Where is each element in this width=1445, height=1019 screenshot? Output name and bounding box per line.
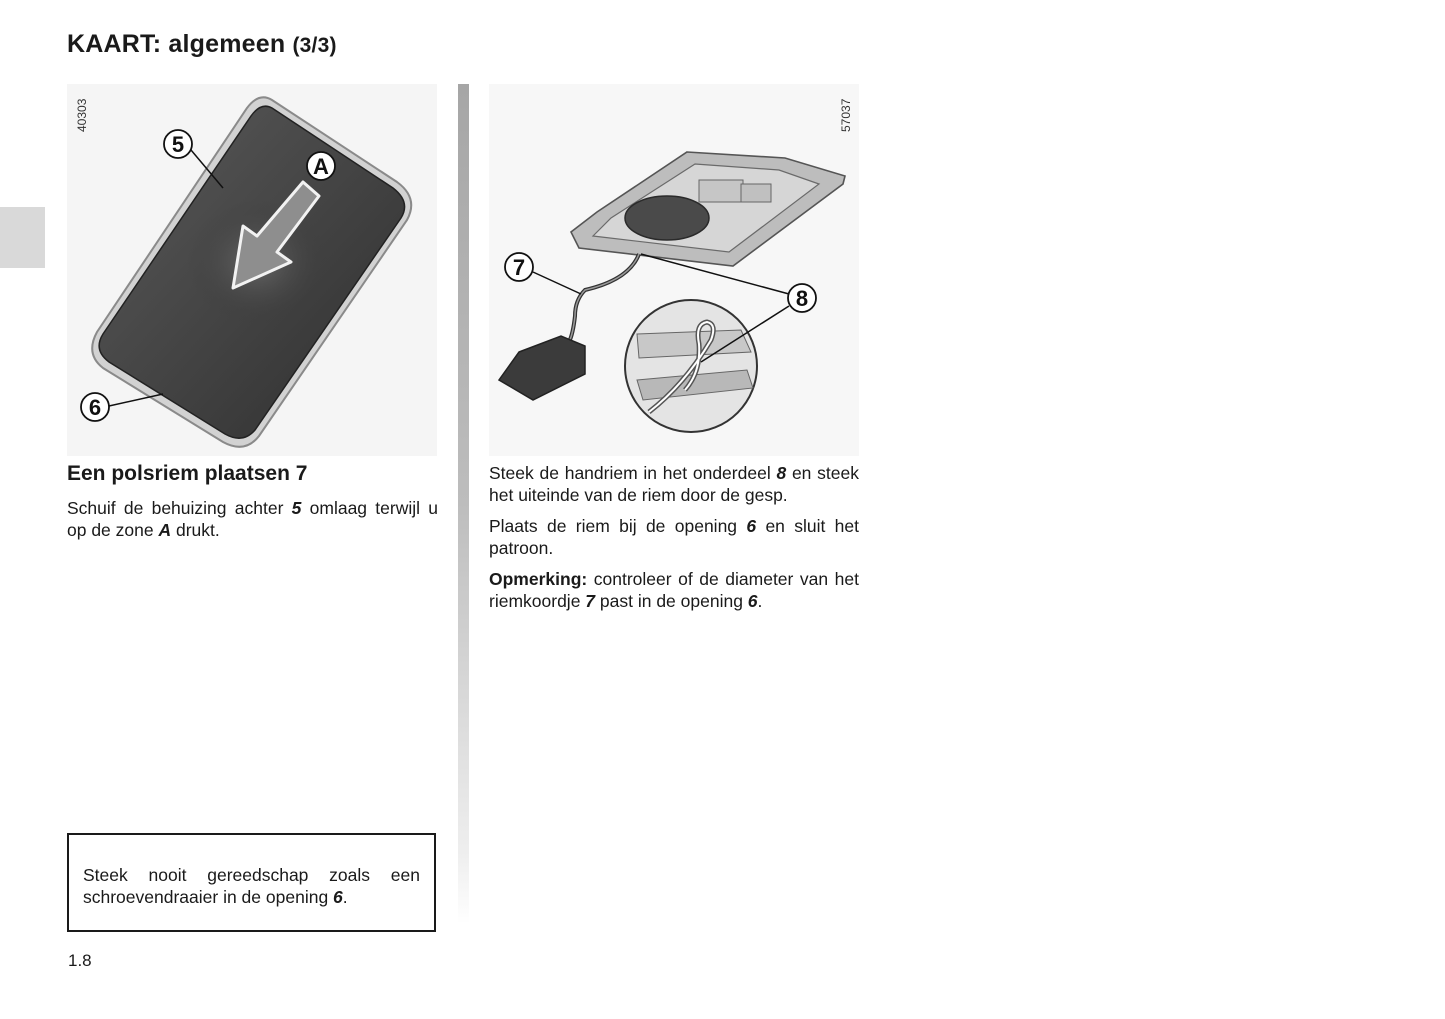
strap-paragraph-2: Plaats de riem bij de opening 6 en sluit het patroon. (489, 516, 860, 558)
callout-6: 6 (88, 395, 102, 420)
column-divider (458, 84, 469, 924)
title-text: KAART: algemeen (67, 30, 286, 58)
battery (625, 196, 709, 240)
strap-illustration (489, 84, 859, 456)
key-card-figure (67, 84, 437, 456)
note-label: Opmerking: (489, 569, 588, 589)
warning-text: Steek nooit gereedschap zoals een schroevendraaier in de opening 6. (83, 865, 420, 907)
note-paragraph: Opmerking: controleer of de diameter van het riemkoordje 7 past in de opening 6. (489, 569, 859, 611)
chapter-tab (0, 207, 45, 268)
strap-paragraph-1: Steek de handriem in het onderdeel 8 en steek het uiteinde van de riem door de gesp. (489, 463, 859, 505)
callout-A: A (313, 154, 329, 179)
page-title (67, 30, 337, 59)
callout-8: 8 (795, 286, 809, 311)
strap-figure (489, 84, 859, 456)
warning-box (67, 833, 436, 932)
figure-code: 40303 (75, 98, 89, 132)
callout-5: 5 (171, 132, 185, 157)
title-suffix: (3/3) (292, 34, 337, 57)
figure-code-right: 57037 (839, 98, 853, 132)
section-heading: Een polsriem plaatsen 7 (67, 462, 308, 485)
callout-7: 7 (512, 255, 526, 280)
instruction-paragraph: Schuif de behuizing achter 5 omlaag terwijl u op de zone A drukt. (67, 498, 438, 540)
page-number: 1.8 (68, 951, 92, 970)
key-card-illustration (67, 84, 437, 456)
